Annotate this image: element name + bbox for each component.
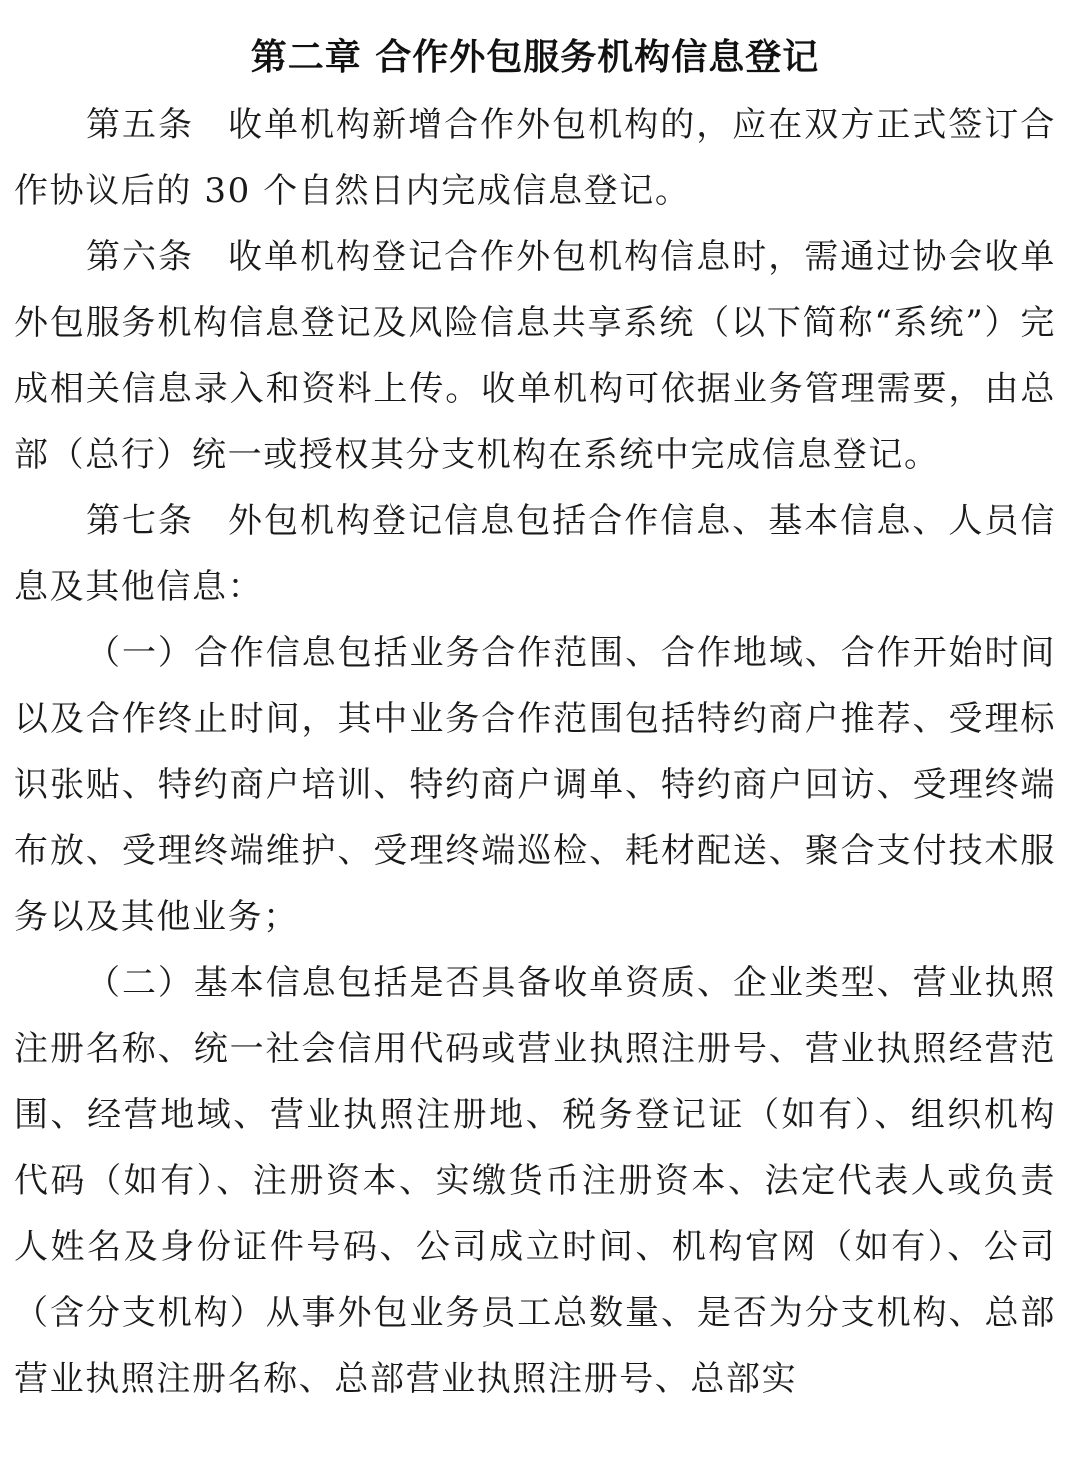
article-number: 第六条 [86, 237, 195, 277]
list-item-cooperation-info: （一）合作信息包括业务合作范围、合作地域、合作开始时间以及合作终止时间，其中业务合作范围包括特约商户推荐、受理标识张贴、特约商户培训、特约商户调单、特约商户回访、受理终端布放、受理终端维护、受理终端巡检、耗材配送、聚合支付技术服务以及其他业务； [14, 633, 1056, 937]
article-7 [14, 488, 1056, 620]
article-text: 外包机构登记信息包括合作信息、基本信息、人员信息及其他信息： [14, 501, 1056, 607]
list-item-basic-info: （二）基本信息包括是否具备收单资质、企业类型、营业执照注册名称、统一社会信用代码或营业执照注册号、营业执照经营范围、经营地域、营业执照注册地、税务登记证（如有）、组织机构代码（如有）、注册资本、实缴货币注册资本、法定代表人或负责人姓名及身份证件号码、公司成立时间、机构官网（如有）、公司（含分支机构）从事外包业务员工总数量、是否为分支机构、总部营业执照注册名称、总部营业执照注册号、总部实 [14, 963, 1056, 1399]
chapter-title: 第二章 合作外包服务机构信息登记 [250, 37, 820, 78]
article-number: 第五条 [86, 105, 195, 145]
article-text: 收单机构新增合作外包机构的，应在双方正式签订合作协议后的 30 个自然日内完成信息登记。 [14, 105, 1056, 211]
article-number: 第七条 [86, 501, 195, 541]
document-page [14, 28, 1056, 1412]
article-6 [14, 224, 1056, 488]
article-5 [14, 92, 1056, 224]
article-text: 收单机构登记合作外包机构信息时，需通过协会收单外包服务机构信息登记及风险信息共享系统（以下简称“系统”）完成相关信息录入和资料上传。收单机构可依据业务管理需要，由总部（总行）统一或授权其分支机构在系统中完成信息登记。 [14, 237, 1056, 475]
